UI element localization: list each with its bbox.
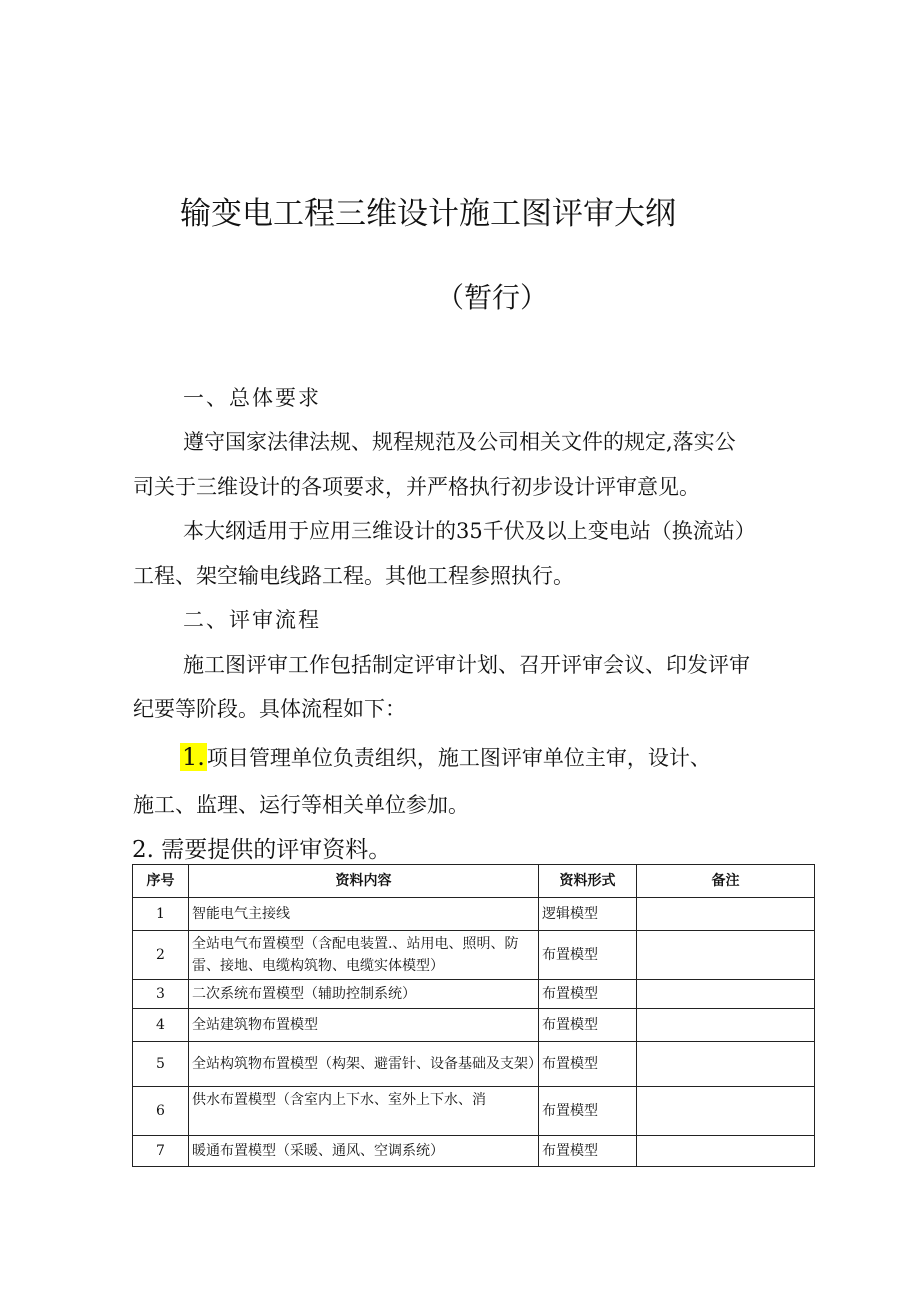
row-note	[637, 898, 815, 931]
section-2-para-1-line-1: 施工图评审工作包括制定评审计划、召开评审会议、印发评审	[183, 653, 750, 677]
row-content: 全站电气布置模型（含配电装置.、站用电、照明、防雷、接地、电缆构筑物、电缆实体模型）	[189, 931, 539, 980]
table-row	[133, 898, 815, 931]
table-row	[133, 1087, 815, 1136]
review-materials-table-wrapper	[132, 864, 814, 1167]
row-note	[637, 1042, 815, 1087]
row-no: 4	[133, 1009, 189, 1042]
row-form: 布置模型	[539, 1087, 637, 1136]
document-subtitle: （暂行）	[436, 281, 549, 314]
row-form: 布置模型	[539, 931, 637, 980]
section-1-heading: 一、总体要求	[183, 386, 321, 410]
row-content: 暖通布置模型（采暖、通风、空调系统）	[189, 1136, 539, 1167]
row-content: 二次系统布置模型（辅助控制系统）	[189, 980, 539, 1009]
row-content: 全站建筑物布置模型	[189, 1009, 539, 1042]
row-no: 3	[133, 980, 189, 1009]
row-no: 6	[133, 1087, 189, 1136]
table-row	[133, 931, 815, 980]
row-content: 供水布置模型（含室内上下水、室外上下水、消	[189, 1087, 539, 1136]
row-form: 布置模型	[539, 1042, 637, 1087]
table-row	[133, 1136, 815, 1167]
row-note	[637, 1009, 815, 1042]
row-note	[637, 931, 815, 980]
table-header-row	[133, 865, 815, 898]
header-form: 资料形式	[539, 865, 637, 898]
row-no: 1	[133, 898, 189, 931]
section-1-para-2-line-1: 本大纲适用于应用三维设计的35千伏及以上变电站（换流站）	[183, 519, 756, 543]
row-no: 5	[133, 1042, 189, 1087]
header-note: 备注	[637, 865, 815, 898]
table-row	[133, 980, 815, 1009]
row-note	[637, 1087, 815, 1136]
row-content: 全站构筑物布置模型（构架、避雷针、设备基础及支架）	[189, 1042, 539, 1087]
row-form: 布置模型	[539, 980, 637, 1009]
item-1-text: 项目管理单位负责组织，施工图评审单位主审，设计、	[206, 746, 711, 770]
section-1-para-1-line-2: 司关于三维设计的各项要求，并严格执行初步设计评审意见。	[133, 475, 700, 499]
item-1-number: 1.	[182, 743, 205, 771]
section-1-para-1-line-1: 遵守国家法律法规、规程规范及公司相关文件的规定,落实公	[183, 430, 736, 454]
row-form: 布置模型	[539, 1136, 637, 1167]
row-form: 布置模型	[539, 1009, 637, 1042]
section-2-para-1-line-2: 纪要等阶段。具体流程如下：	[133, 697, 406, 721]
row-note	[637, 1136, 815, 1167]
item-1-line-1	[180, 742, 711, 773]
header-no: 序号	[133, 865, 189, 898]
item-1-line-2: 施工、监理、运行等相关单位参加。	[133, 793, 469, 817]
section-2-heading: 二、评审流程	[183, 608, 321, 632]
header-content: 资料内容	[189, 865, 539, 898]
row-no: 2	[133, 931, 189, 980]
row-note	[637, 980, 815, 1009]
table-row	[133, 1009, 815, 1042]
item-2-title: 2. 需要提供的评审资料。	[132, 837, 392, 863]
row-form: 逻辑模型	[539, 898, 637, 931]
row-content: 智能电气主接线	[189, 898, 539, 931]
row-no: 7	[133, 1136, 189, 1167]
section-1-para-2-line-2: 工程、架空输电线路工程。其他工程参照执行。	[133, 564, 574, 588]
document-title: 输变电工程三维设计施工图评审大纲	[180, 196, 676, 232]
table-row	[133, 1042, 815, 1087]
review-materials-table	[132, 864, 815, 1167]
